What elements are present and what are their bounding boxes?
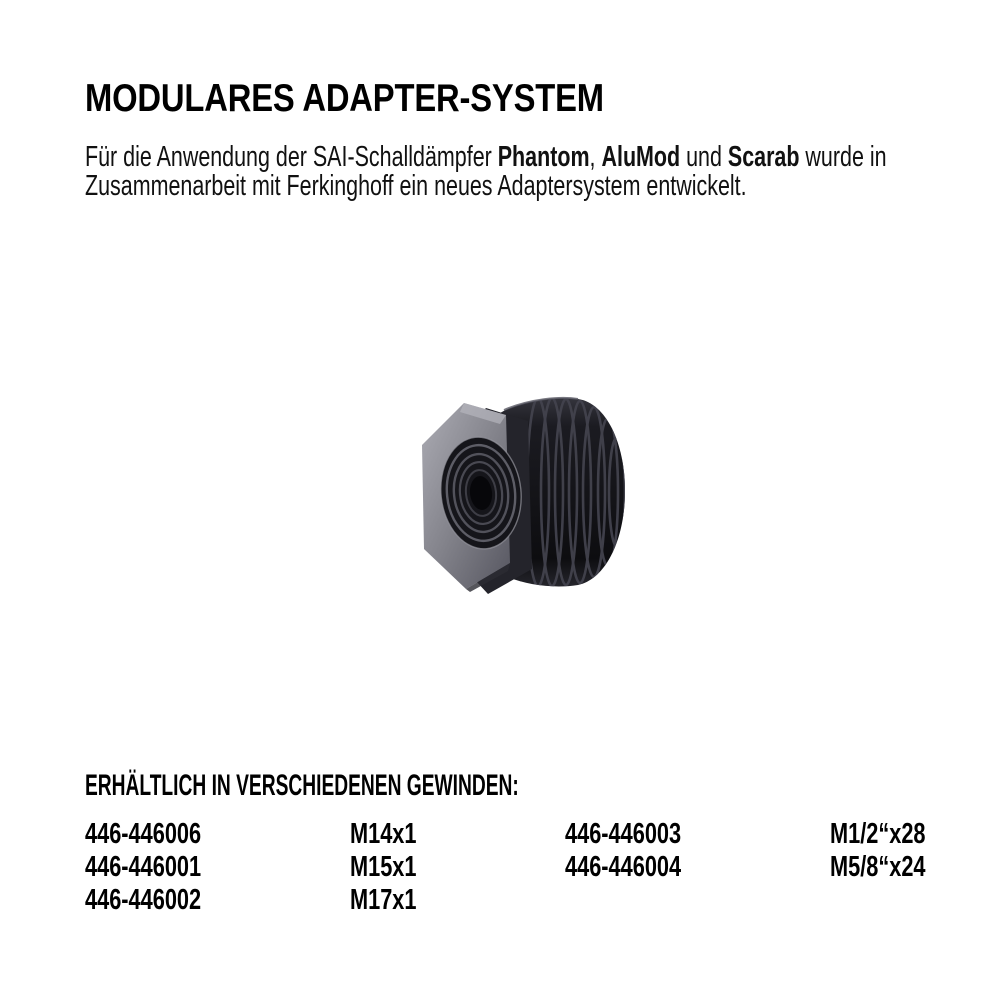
thread-text: M14x1 [350,818,417,850]
sku-cell [565,820,830,849]
sku-text: 446-446006 [85,818,202,850]
product-photo [420,393,630,598]
thread-adapter-image [420,393,630,598]
brand-scarab: Scarab [727,141,800,173]
sku-cell [565,853,830,882]
thread-cell [350,820,565,849]
intro-sep-comma: , [589,141,602,173]
intro-line1-post: wurde in [799,141,887,173]
sku-text: 446-446003 [565,818,682,850]
sku-cell [85,886,350,915]
sku-text: 446-446002 [85,884,202,916]
thread-cell [350,886,565,915]
sku-text: 446-446004 [565,851,682,883]
intro-paragraph [85,143,887,201]
threads-heading: ERHÄLTLICH IN VERSCHIEDENEN GEWINDEN: [85,769,519,802]
thread-cell [830,820,957,849]
intro-line2: Zusammenarbeit mit Ferkinghoff ein neues Adaptersystem entwickelt. [85,170,747,202]
thread-text: M17x1 [350,884,417,916]
thread-text: M5/8“x24 [830,851,926,883]
brand-phantom: Phantom [497,141,590,173]
thread-text: M1/2“x28 [830,818,926,850]
brand-alumod: AluMod [601,141,681,173]
thread-cell [350,853,565,882]
thread-cell [830,853,957,882]
sku-cell [565,886,830,915]
sku-text: 446-446001 [85,851,202,883]
threads-table [85,820,957,919]
thread-cell [830,886,957,915]
intro-line1-pre: Für die Anwendung der SAI-Schalldämpfer [85,141,498,173]
sku-cell [85,853,350,882]
sku-cell [85,820,350,849]
intro-sep-und: und [680,141,728,173]
page-title: MODULARES ADAPTER-SYSTEM [85,77,604,120]
thread-text: M15x1 [350,851,417,883]
